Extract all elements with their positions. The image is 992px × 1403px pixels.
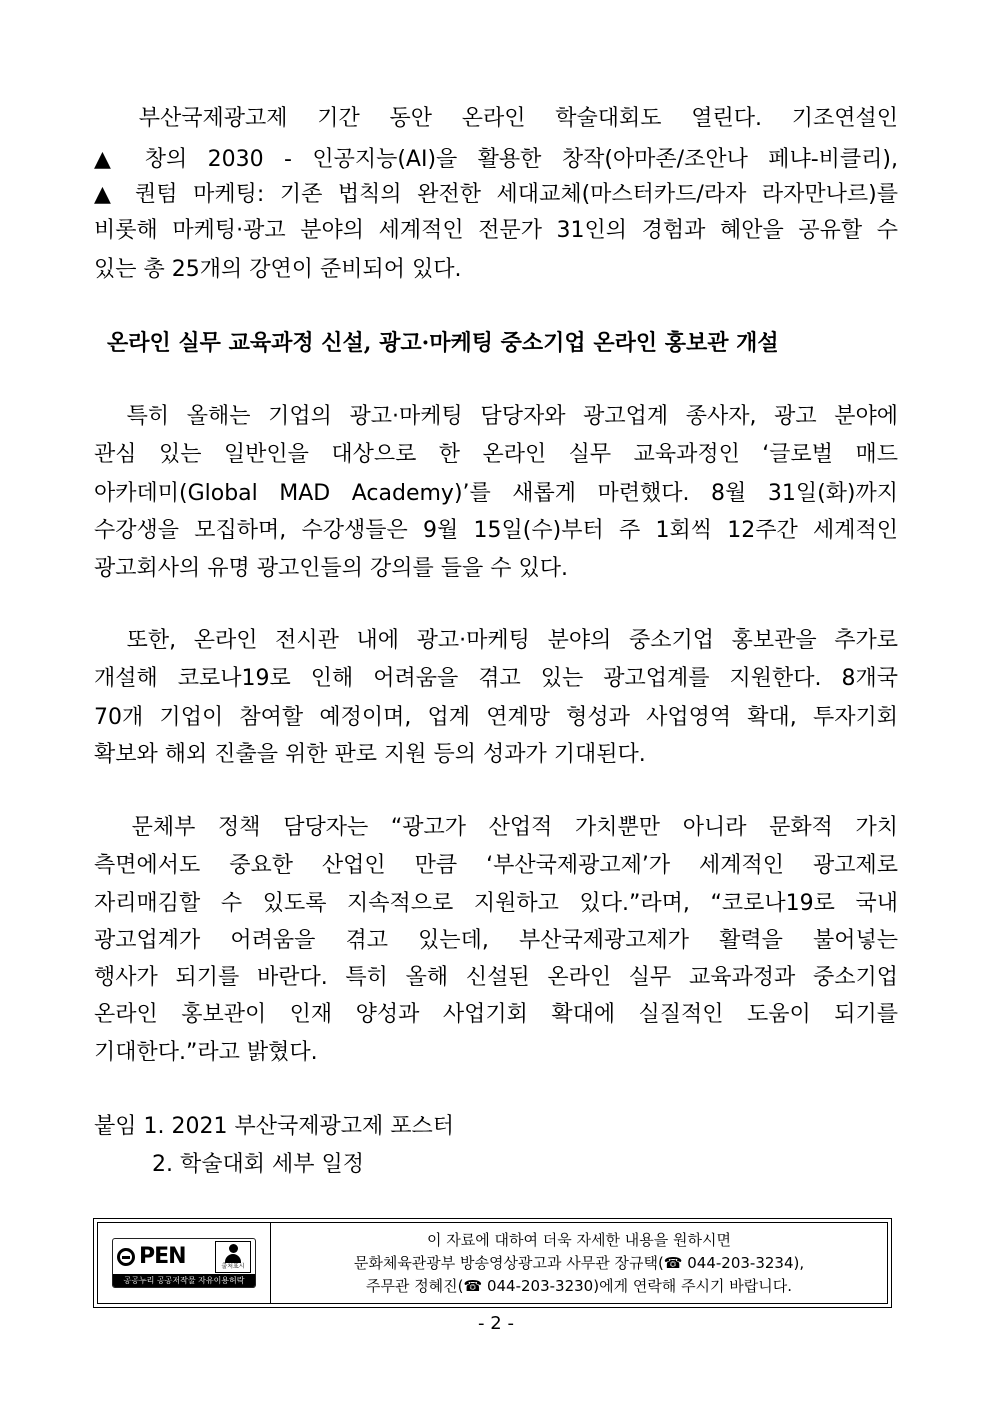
logo-caption: 공공누리 공공저작물 자유이용허락: [113, 1274, 255, 1287]
license-logo-cell: [98, 1223, 271, 1303]
text-line: 또한, 온라인 전시관 내에 광고·마케팅 분야의 중소기업 홍보관을 추가로: [94, 628, 898, 653]
attribution-icon: [215, 1241, 251, 1273]
section-heading: 온라인 실무 교육과정 신설, 광고·마케팅 중소기업 온라인 홍보관 개설: [107, 330, 779, 356]
text-line: 특히 올해는 기업의 광고·마케팅 담당자와 광고업계 종사자, 광고 분야에: [94, 404, 898, 429]
text-line: 행사가 되기를 바란다. 특히 올해 신설된 온라인 실무 교육과정과 중소기업: [94, 965, 898, 990]
text-line: 있는 총 25개의 강연이 준비되어 있다.: [94, 257, 462, 282]
text-line: 70개 기업이 참여할 예정이며, 업계 연계망 형성과 사업영역 확대, 투자기회: [94, 705, 898, 730]
text-line: 측면에서도 중요한 산업인 만큼 ‘부산국제광고제’가 세계적인 광고제로: [94, 853, 898, 878]
text-line: 광고회사의 유명 광고인들의 강의를 들을 수 있다.: [94, 556, 568, 581]
text-line: 문체부 정책 담당자는 “광고가 산업적 가치뿐만 아니라 문화적 가치: [94, 815, 898, 840]
attribution-label: 출처표시: [221, 1262, 245, 1270]
contact-text-cell: [271, 1223, 887, 1303]
contact-box: [93, 1218, 892, 1308]
text-line: 관심 있는 일반인을 대상으로 한 온라인 실무 교육과정인 ‘글로벌 매드: [94, 442, 898, 467]
text-line: 자리매김할 수 있도록 지속적으로 지원하고 있다.”라며, “코로나19로 국내: [94, 891, 898, 916]
open-o-icon: [117, 1248, 135, 1266]
open-text: PEN: [139, 1244, 186, 1269]
contact-line: 이 자료에 대하여 더욱 자세한 내용을 원하시면: [427, 1230, 731, 1249]
contact-box-inner: [97, 1222, 888, 1304]
person-body-icon: [225, 1254, 241, 1263]
attachment-1: 붙임 1. 2021 부산국제광고제 포스터: [94, 1114, 454, 1139]
text-line: 광고업계가 어려움을 겪고 있는데, 부산국제광고제가 활력을 불어넣는: [94, 928, 898, 953]
text-line: 부산국제광고제 기간 동안 온라인 학술대회도 열린다. 기조연설인: [94, 106, 898, 131]
contact-line: 문화체육관광부 방송영상광고과 사무관 장규택(☎ 044-203-3234),: [353, 1253, 805, 1272]
contact-line: 주무관 정혜진(☎ 044-203-3230)에게 연락해 주시기 바랍니다.: [365, 1276, 793, 1295]
person-head-icon: [229, 1244, 238, 1253]
text-line: ▲ 퀀텀 마케팅: 기존 법칙의 완전한 세대교체(마스터카드/라자 라자만나르)를: [94, 182, 898, 207]
attachment-2: 2. 학술대회 세부 일정: [152, 1152, 364, 1177]
text-line: 온라인 홍보관이 인재 양성과 사업기회 확대에 실질적인 도움이 되기를: [94, 1002, 898, 1027]
text-line: 수강생을 모집하며, 수강생들은 9월 15일(수)부터 주 1회씩 12주간 세계적인: [94, 518, 898, 543]
page-number: - 2 -: [478, 1313, 514, 1334]
logo-top: [113, 1239, 255, 1274]
text-line: 개설해 코로나19로 인해 어려움을 겪고 있는 광고업계를 지원한다. 8개국: [94, 666, 898, 691]
text-line: 기대한다.”라고 밝혔다.: [94, 1040, 318, 1065]
text-line: 비롯해 마케팅·광고 분야의 세계적인 전문가 31인의 경험과 혜안을 공유할 수: [94, 218, 898, 243]
open-license-logo: [112, 1238, 256, 1288]
text-line: 아카데미(Global MAD Academy)’를 새롭게 마련했다. 8월 31일(화)까지: [94, 481, 898, 506]
text-line: 확보와 해외 진출을 위한 판로 지원 등의 성과가 기대된다.: [94, 742, 646, 767]
text-line: ▲ 창의 2030 - 인공지능(AI)을 활용한 창작(아마존/조안나 페냐-비클리),: [94, 147, 898, 172]
